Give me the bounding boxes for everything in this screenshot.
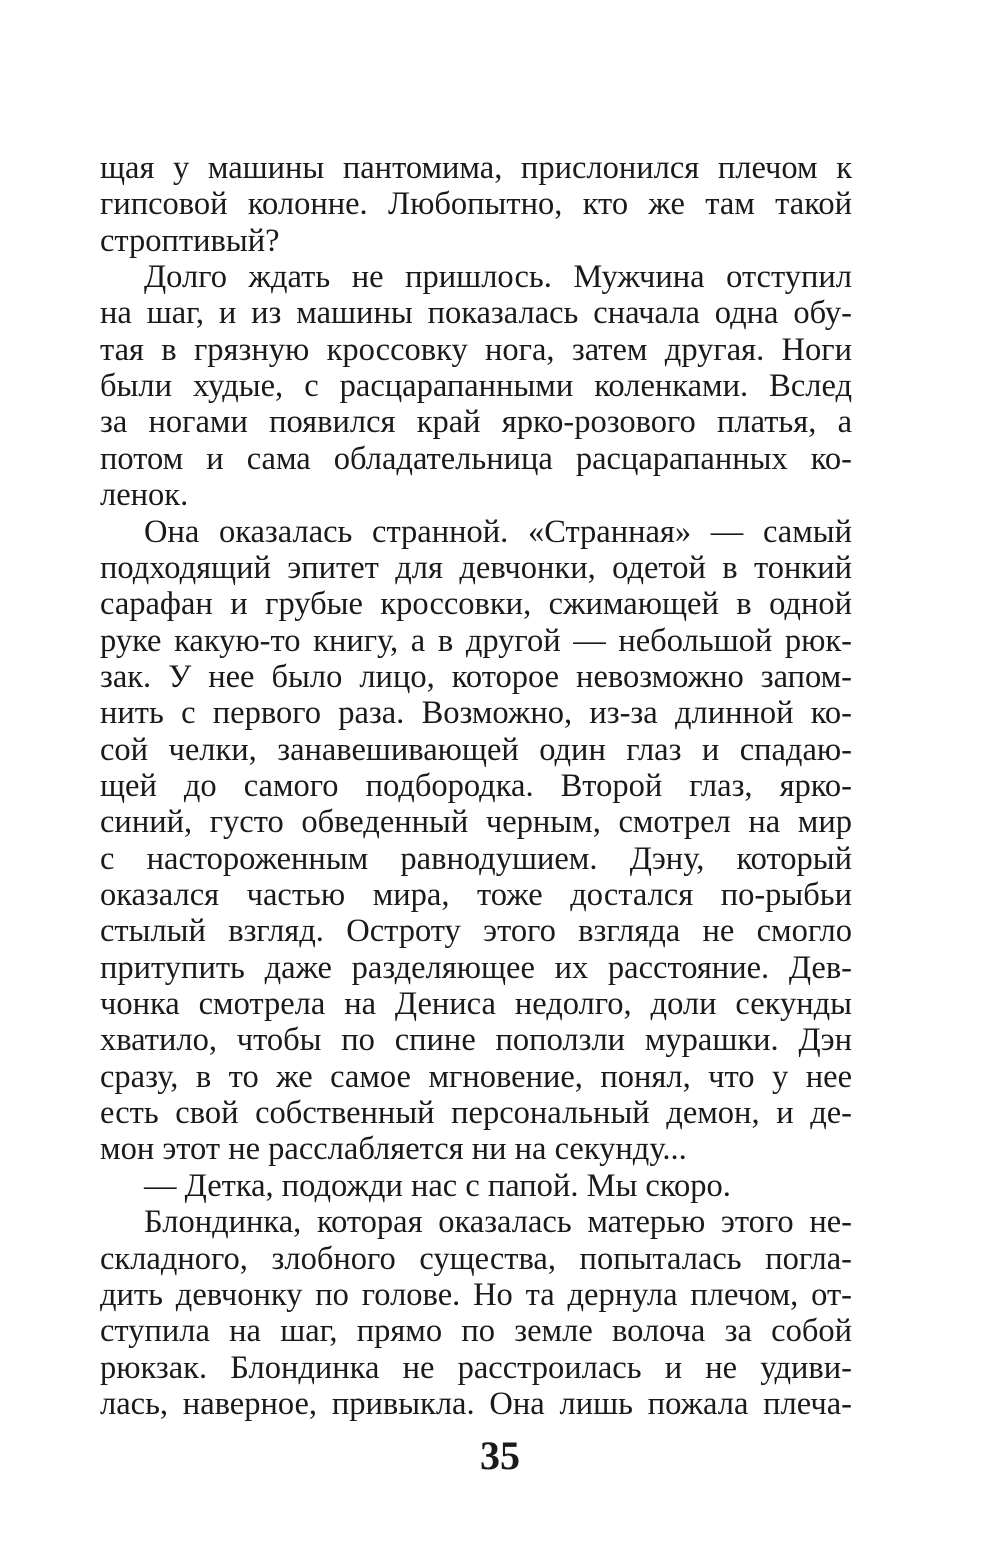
text-line: гипсовой колонне. Любопытно, кто же там такой [100, 186, 852, 223]
text-line: чонка смотрела на Дениса недолго, доли секунды [100, 986, 852, 1023]
text-line: были худые, с расцарапанными коленками. Вслед [100, 368, 852, 405]
text-line: сарафан и грубые кроссовки, сжимающей в одной [100, 586, 852, 623]
text-line: подходящий эпитет для девчонки, одетой в тонкий [100, 549, 852, 586]
text-line: строптивый? [100, 222, 280, 259]
text-line: зак. У нее было лицо, которое невозможно запом- [100, 658, 852, 695]
text-line: руке какую-то книгу, а в другой — небольшой рюк- [100, 622, 852, 659]
text-line: притупить даже разделяющее их расстояние. Дев- [100, 949, 852, 986]
text-line: лась, наверное, привыкла. Она лишь пожала плеча- [100, 1385, 852, 1422]
text-line: стылый взгляд. Остроту этого взгляда не смогло [100, 913, 852, 950]
text-line: ступила на шаг, прямо по земле волоча за собой [100, 1313, 852, 1350]
text-line: щая у машины пантомима, прислонился плечом к [100, 150, 852, 186]
text-line: рюкзак. Блондинка не расстроилась и не удиви- [100, 1349, 852, 1386]
text-line: хватило, чтобы по спине поползли мурашки. Дэн [100, 1022, 852, 1059]
text-line: Блондинка, которая оказалась матерью этого не- [144, 1204, 852, 1241]
text-line: нить с первого раза. Возможно, из-за длинной ко- [100, 695, 852, 732]
text-line: на шаг, и из машины показалась сначала одна обу- [100, 295, 852, 332]
text-line: с настороженным равнодушием. Дэну, который [100, 840, 852, 877]
text-line: тая в грязную кроссовку нога, затем другая. Ноги [100, 331, 852, 368]
text-line: сой челки, занавешивающей один глаз и спадаю- [100, 731, 852, 768]
text-line: щей до самого подбородка. Второй глаз, ярко- [100, 767, 852, 804]
text-line: потом и сама обладательница расцарапанных ко- [100, 440, 852, 477]
page-text [100, 148, 852, 1422]
text-line: оказался частью мира, тоже достался по-рыбьи [100, 877, 852, 913]
text-line: ленок. [100, 477, 189, 514]
text-line: синий, густо обведенный черным, смотрел на мир [100, 804, 852, 841]
text-line: мон этот не расслабляется ни на секунду... [100, 1131, 687, 1168]
text-line: Она оказалась странной. «Странная» — самый [144, 513, 852, 550]
text-line: сразу, в то же самое мгновение, понял, что у нее [100, 1058, 852, 1095]
text-line: — Детка, подожди нас с папой. Мы скоро. [144, 1167, 731, 1204]
text-line: Долго ждать не пришлось. Мужчина отступил [144, 259, 852, 296]
text-line: дить девчонку по голове. Но та дернула плечом, от- [100, 1276, 852, 1313]
text-line: есть свой собственный персональный демон, и де- [100, 1095, 852, 1132]
text-line: за ногами появился край ярко-розового платья, а [100, 404, 852, 441]
page-number: 35 [480, 1433, 520, 1478]
text-line: складного, злобного существа, попыталась погла- [100, 1240, 852, 1277]
